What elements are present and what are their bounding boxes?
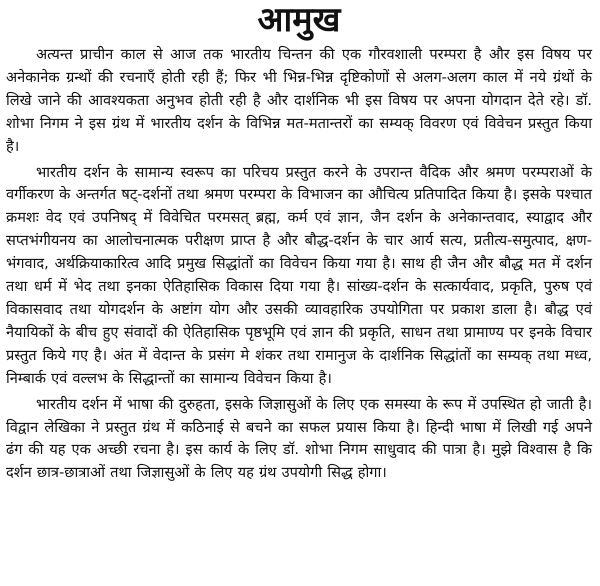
paragraph-3: भारतीय दर्शन में भाषा की दुरुहता, इसके जिज्ञासुओं के लिए एक समस्या के रूप में उपस्थित हो जाती है। विद्वान लेखिका ने प्रस्तुत ग्रंथ में कठिनाई से बचने का सफल प्रयास किया है। हिन्दी भाषा में लिखी गई अपने ढंग की यह एक अच्छी रचना है। इस कार्य के लिए डॉ. शोभा निगम साधुवाद की पात्रा है। मुझे विश्वास है कि दर्शन छात्र-छात्राओं तथा जिज्ञासुओं के लिए यह ग्रंथ उपयोगी सिद्ध होगा। xyxy=(6,395,592,482)
paragraph-1: अत्यन्त प्राचीन काल से आज तक भारतीय चिन्तन की एक गौरवशाली परम्परा है और इस विषय पर अनेकानेक ग्रन्थों की रचनाएँ होती रही हैं; फिर भी भिन्न-भिन्न दृष्टिकोणों से अलग-अलग काल में नये ग्रंथों के लिखे जाने की आवश्यकता अनुभव होती रही है और दार्शनिक भी इस विषय पर अपना योगदान देते रहे। डॉ. शोभा निगम ने इस ग्रंथ में भारतीय दर्शन के विभिन्न मत-मतान्तरों का सम्यक् विवरण एवं विवेचन प्रस्तुत किया है। xyxy=(6,46,592,155)
paragraph-2: भारतीय दर्शन के सामान्य स्वरूप का परिचय प्रस्तुत करने के उपरान्त वैदिक और श्रमण परम्पराओं के वर्गीकरण के अन्तर्गत षट्-दर्शनों तथा श्रमण परम्परा के विभाजन का औचित्य प्रतिपादित किया है। इसके पश्चात क्रमशः वेद एवं उपनिषद् में विवेचित परमसत् ब्रह्म, कर्म एवं ज्ञान, जैन दर्शन के अनेकान्तवाद, स्याद्वाद और सप्तभंगीयनय का आलोचनात्मक परीक्षण प्राप्त है और बौद्ध-दर्शन के चार आर्य सत्य, प्रतीत्य-समुत्पाद, क्षण-भंगवाद, अर्थक्रियाकारित्व आदि प्रमुख सिद्धांतों का विवेचन किया गया है। साथ ही जैन और बौद्ध मत में दर्शन तथा धर्म में भेद तथा इनका ऐतिहासिक विकास दिया गया है। सांख्य-दर्शन के सत्कार्यवाद, प्रकृति, पुरुष एवं विकासवाद तथा योगदर्शन के अष्टांग योग और उसकी व्यावहारिक उपयोगिता पर प्रकाश डाला है। बौद्ध एवं नैयायिकों के बीच हुए संवादों की ऐतिहासिक पृष्ठभूमि एवं ज्ञान की प्रकृति, साधन तथा प्रामाण्य पर इनके विचार प्रस्तुत किये गए है। अंत में वेदान्त के प्रसंग मे शंकर तथा रामानुज के दार्शनिक सिद्धांतों का सम्यक् तथा मध्व, निम्बार्क एवं वल्लभ के सिद्धान्तों का सामान्य विवेचन किया है। xyxy=(6,163,592,387)
page-title: आमुख xyxy=(257,0,341,40)
